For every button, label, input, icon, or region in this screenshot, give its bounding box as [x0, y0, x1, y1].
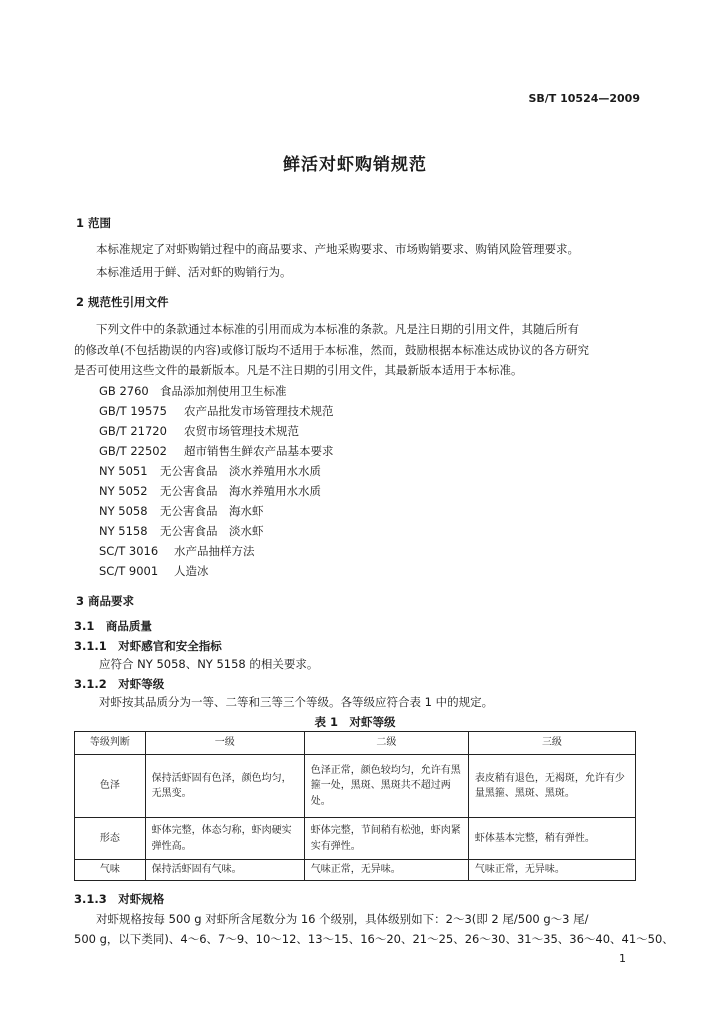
- page-title: 鲜活对虾购销规范: [283, 155, 427, 175]
- table-cell: 虾体完整，节间稍有松弛，虾肉紧实有弹性。: [304, 818, 468, 860]
- table-cell: 虾体基本完整，稍有弹性。: [468, 818, 635, 860]
- table-header-cell: 一级: [145, 732, 304, 755]
- reference-item: [99, 463, 321, 479]
- reference-title: 无公害食品 海水虾: [160, 504, 264, 518]
- section-3-1-3-paragraph-line-1: 对虾规格按每 500 g 对虾所含尾数分为 16 个级别，具体级别如下：2～3(即 2 尾/500 g～3 尾/: [96, 912, 589, 926]
- reference-item: [99, 423, 299, 439]
- section-2-intro-line-3: 是否可使用这些文件的最新版本。凡是不注日期的引用文件，其最新版本适用于本标准。: [74, 363, 523, 377]
- table-caption: 表 1 对虾等级: [314, 715, 396, 729]
- section-1-paragraph-1: 本标准规定了对虾购销过程中的商品要求、产地采购要求、市场购销要求、购销风险管理要求。: [96, 242, 579, 256]
- section-2-heading: 2 规范性引用文件: [76, 295, 169, 309]
- table-cell: 色泽正常，颜色较均匀，允许有黑箍一处，黑斑、黑斑共不超过两处。: [304, 755, 468, 818]
- reference-item: [99, 523, 264, 539]
- reference-item: [99, 443, 334, 459]
- section-3-1-2-heading: 3.1.2 对虾等级: [74, 677, 165, 691]
- standard-number: SB/T 10524—2009: [528, 92, 640, 105]
- reference-title: 水产品抽样方法: [174, 544, 255, 558]
- reference-item: [99, 543, 255, 559]
- reference-item: [99, 563, 209, 579]
- reference-item: [99, 383, 287, 399]
- reference-title: 食品添加剂使用卫生标准: [160, 384, 287, 398]
- table-header-cell: 二级: [304, 732, 468, 755]
- grade-table: [74, 731, 636, 881]
- section-1-paragraph-2: 本标准适用于鲜、活对虾的购销行为。: [96, 265, 292, 279]
- section-3-1-1-paragraph: 应符合 NY 5058、NY 5158 的相关要求。: [99, 657, 319, 671]
- reference-code: GB 2760: [99, 384, 149, 398]
- reference-code: NY 5052: [99, 484, 148, 498]
- table-cell: 形态: [75, 818, 146, 860]
- reference-title: 无公害食品 淡水虾: [160, 524, 264, 538]
- table-cell: 气味: [75, 860, 146, 881]
- reference-code: NY 5058: [99, 504, 148, 518]
- reference-code: GB/T 19575: [99, 404, 167, 418]
- page-number: 1: [619, 952, 626, 965]
- reference-code: SC/T 3016: [99, 544, 159, 558]
- reference-item: [99, 503, 264, 519]
- reference-title: 农贸市场管理技术规范: [184, 424, 299, 438]
- reference-item: [99, 483, 321, 499]
- table-cell: 保持活虾固有气味。: [145, 860, 304, 881]
- table-cell: 气味正常，无异味。: [304, 860, 468, 881]
- table-header-row: [75, 732, 636, 755]
- table-header-cell: 等级判断: [75, 732, 146, 755]
- reference-title: 超市销售生鲜农产品基本要求: [184, 444, 334, 458]
- section-2-intro-line-1: 下列文件中的条款通过本标准的引用而成为本标准的条款。凡是注日期的引用文件，其随后所有: [96, 322, 579, 336]
- section-1-heading: 1 范围: [76, 216, 112, 230]
- table-cell: 保持活虾固有色泽，颜色均匀，无黑变。: [145, 755, 304, 818]
- section-2-intro-line-2: 的修改单(不包括勘误的内容)或修订版均不适用于本标准，然而，鼓励根据本标准达成协议的各方研究: [74, 343, 589, 357]
- reference-code: GB/T 21720: [99, 424, 167, 438]
- table-cell: 气味正常，无异味。: [468, 860, 635, 881]
- table-row: [75, 860, 636, 881]
- section-3-1-3-paragraph-line-2: 500 g，以下类同)、4～6、7～9、10～12、13～15、16～20、21～25、26～30、31～35、36～40、41～50、: [74, 932, 674, 946]
- reference-code: NY 5158: [99, 524, 148, 538]
- section-3-1-1-heading: 3.1.1 对虾感官和安全指标: [74, 639, 222, 653]
- table-row: [75, 818, 636, 860]
- reference-code: NY 5051: [99, 464, 148, 478]
- section-3-1-heading: 3.1 商品质量: [74, 619, 152, 633]
- table-cell: 色泽: [75, 755, 146, 818]
- table-header-cell: 三级: [468, 732, 635, 755]
- table-cell: 虾体完整，体态匀称，虾肉硬实弹性高。: [145, 818, 304, 860]
- section-3-1-2-paragraph: 对虾按其品质分为一等、二等和三等三个等级。各等级应符合表 1 中的规定。: [99, 695, 494, 709]
- reference-code: GB/T 22502: [99, 444, 167, 458]
- reference-item: [99, 403, 334, 419]
- table-row: [75, 755, 636, 818]
- section-3-1-3-heading: 3.1.3 对虾规格: [74, 892, 165, 906]
- table-cell: 表皮稍有退色，无褐斑，允许有少量黑箍、黑斑、黑斑。: [468, 755, 635, 818]
- reference-title: 人造冰: [174, 564, 209, 578]
- reference-title: 无公害食品 海水养殖用水水质: [160, 484, 321, 498]
- reference-title: 无公害食品 淡水养殖用水水质: [160, 464, 321, 478]
- reference-code: SC/T 9001: [99, 564, 159, 578]
- reference-title: 农产品批发市场管理技术规范: [184, 404, 334, 418]
- section-3-heading: 3 商品要求: [76, 594, 135, 608]
